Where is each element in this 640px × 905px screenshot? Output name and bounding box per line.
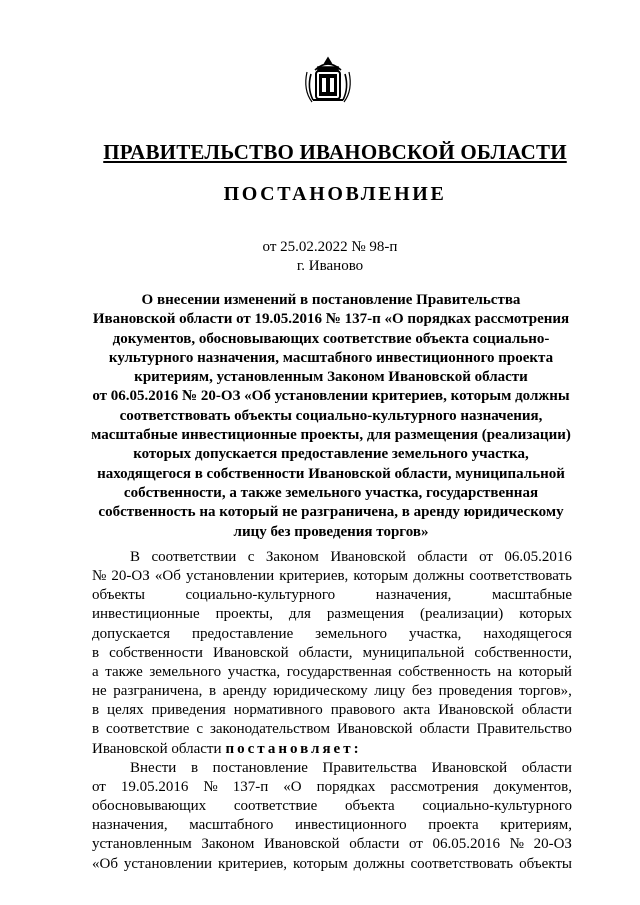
word: соответствовать xyxy=(469,568,572,585)
word: Ивановской xyxy=(330,549,406,565)
word: Ивановской xyxy=(438,702,514,719)
word: области xyxy=(521,759,572,776)
word: Правительство xyxy=(476,721,572,738)
word: земельного xyxy=(149,663,222,680)
body-line xyxy=(92,682,572,701)
title-line: культурного назначения, масштабного инвестиционного проекта xyxy=(108,349,554,366)
document-type: ПОСТАНОВЛЕНИЕ xyxy=(223,183,447,205)
word: установлении xyxy=(123,855,213,872)
word: собственности xyxy=(109,644,203,661)
word: области xyxy=(419,721,470,738)
word: установлении xyxy=(185,568,275,585)
word: инвестиционного xyxy=(294,817,407,834)
word: в xyxy=(92,702,100,719)
body-line xyxy=(92,605,572,624)
word: должны xyxy=(413,568,465,585)
title-line: масштабные инвестиционные проекты, для размещения (реализации) xyxy=(91,427,571,444)
word: для xyxy=(288,606,311,623)
word: от xyxy=(479,549,493,565)
word: «Об xyxy=(92,855,118,872)
title-line: находящегося в собственности Ивановской области, муниципальной xyxy=(97,465,565,482)
word: Ивановской xyxy=(212,644,289,661)
body-line xyxy=(92,740,572,759)
title-line: Ивановской области от 19.05.2016 № 137-п «О порядках рассмотрения xyxy=(92,311,570,328)
word: торгов», xyxy=(518,683,572,700)
word: муниципальной xyxy=(362,644,465,661)
word: целях xyxy=(107,702,144,719)
body-text: Ивановской области xyxy=(92,740,222,757)
word: которым xyxy=(353,568,409,585)
word: соответствовать xyxy=(410,855,514,872)
word: критериев, xyxy=(279,568,349,585)
word: в xyxy=(190,759,199,776)
word: проекта xyxy=(428,817,479,834)
title-line: которых допускается предоставление земельного участка, xyxy=(133,446,529,463)
body-line xyxy=(92,720,572,739)
word: социально-культурного xyxy=(422,798,572,815)
body-line xyxy=(92,663,572,682)
word: масштабного xyxy=(189,817,274,834)
word: размещения xyxy=(326,606,405,623)
body-line xyxy=(92,797,572,816)
word: в xyxy=(92,644,100,661)
word: инвестиционные xyxy=(92,606,200,623)
word: социально-культурного xyxy=(185,587,336,604)
word: с xyxy=(196,721,204,738)
word: В xyxy=(130,549,141,565)
word: (реализации) xyxy=(419,606,504,623)
city: г. Иваново xyxy=(296,258,364,274)
word: собственности, xyxy=(474,644,572,661)
word: 06.05.2016 xyxy=(504,549,572,565)
coat-of-arms-icon xyxy=(301,54,355,108)
word: на xyxy=(497,663,513,680)
word: от xyxy=(409,836,423,853)
word: участка, xyxy=(227,663,281,680)
word: масштабные xyxy=(491,587,572,604)
word: земельного xyxy=(315,625,388,642)
word: приведения xyxy=(151,702,226,719)
word: области xyxy=(521,702,572,719)
body-line xyxy=(92,778,572,797)
word: 137-п xyxy=(232,778,269,795)
word: проекты, xyxy=(215,606,273,623)
word: законодательством xyxy=(209,721,331,738)
document-body xyxy=(92,548,572,874)
document-title xyxy=(0,291,640,542)
body-line xyxy=(92,567,572,586)
body-line xyxy=(92,548,572,567)
word: назначения, xyxy=(375,587,452,604)
body-line xyxy=(92,625,572,644)
word: Ивановской xyxy=(336,721,413,738)
word: объекты xyxy=(92,587,145,604)
word: 20-ОЗ xyxy=(533,836,572,853)
word: рассмотрения xyxy=(390,778,479,795)
word: области, xyxy=(298,644,353,661)
word: Законом xyxy=(201,836,255,853)
title-line: собственность на который не разграничена, в аренду юридическому xyxy=(98,504,564,521)
date-number: от 25.02.2022 № 98-п xyxy=(262,239,398,255)
word: обосновывающих xyxy=(92,798,207,815)
word: в xyxy=(92,721,100,738)
word: которым xyxy=(292,855,348,872)
word: критериев, xyxy=(218,855,288,872)
body-line xyxy=(92,816,572,835)
title-line: от 06.05.2016 № 20-ОЗ «Об установлении критериев, которым должны xyxy=(92,388,570,405)
title-line: О внесении изменений в постановление Правительства xyxy=(141,292,521,308)
word: назначения, xyxy=(92,817,168,834)
word: государственная xyxy=(286,663,392,680)
word: от xyxy=(92,778,106,795)
body-line xyxy=(92,644,572,663)
word: соответствие xyxy=(233,798,318,815)
word: без xyxy=(411,683,433,700)
word: допускается xyxy=(92,625,170,642)
word: проведения xyxy=(438,683,513,700)
word: акта xyxy=(403,702,431,719)
decree-keyword: постановляет: xyxy=(225,740,362,757)
word: находящегося xyxy=(483,625,572,642)
word: установленным xyxy=(92,836,192,853)
word: которых xyxy=(519,606,572,623)
word: который xyxy=(518,663,572,680)
word: Законом xyxy=(265,549,319,565)
title-line: соответствовать объекты социально-культурного назначения, xyxy=(119,407,543,424)
word: также xyxy=(105,663,143,680)
word: Внести xyxy=(130,759,177,776)
word: лицу xyxy=(374,683,406,700)
word: не xyxy=(92,683,107,700)
word: области xyxy=(417,549,468,565)
word: № xyxy=(92,568,107,585)
title-line: собственности, а также земельного участка, государственная xyxy=(123,484,539,501)
word: документов, xyxy=(493,778,572,795)
word: предоставление xyxy=(191,625,294,642)
word: 06.05.2016 xyxy=(432,836,500,853)
body-line xyxy=(92,586,572,605)
word: правового xyxy=(330,702,396,719)
word: 20-ОЗ xyxy=(111,568,150,585)
word: № xyxy=(509,836,524,853)
word: Ивановской xyxy=(431,759,508,776)
document-meta xyxy=(0,238,640,276)
word: «Об xyxy=(154,568,181,585)
word: 19.05.2016 xyxy=(120,778,189,795)
word: участка, xyxy=(408,625,462,642)
body-line xyxy=(92,835,572,854)
word: собственность xyxy=(398,663,491,680)
government-name: ПРАВИТЕЛЬСТВО ИВАНОВСКОЙ ОБЛАСТИ xyxy=(103,140,567,164)
word: Ивановской xyxy=(263,836,340,853)
body-line xyxy=(92,701,572,720)
title-line: критериям, установленным Законом Ивановской области xyxy=(134,369,528,386)
word: критериям, xyxy=(500,817,572,834)
word: Правительства xyxy=(322,759,417,776)
word: соответствие xyxy=(106,721,190,738)
word: области xyxy=(349,836,400,853)
title-line: документов, обосновывающих соответствие объекта социально- xyxy=(112,330,550,347)
word: юридическому xyxy=(273,683,368,700)
title-line: лицу без проведения торгов» xyxy=(233,523,429,540)
word: соответствии xyxy=(151,549,237,565)
word: с xyxy=(247,549,255,565)
word: порядках xyxy=(316,778,376,795)
word: объекта xyxy=(344,798,395,815)
body-line xyxy=(92,759,572,778)
word: аренду xyxy=(222,683,267,700)
word: в xyxy=(208,683,217,700)
word: разграничена, xyxy=(113,683,203,700)
body-line xyxy=(92,855,572,874)
word: а xyxy=(92,663,99,680)
word: объекты xyxy=(519,855,572,872)
word: должны xyxy=(353,855,405,872)
word: «О xyxy=(283,778,302,795)
word: постановление xyxy=(212,759,308,776)
word: № xyxy=(203,778,218,795)
word: нормативного xyxy=(233,702,323,719)
